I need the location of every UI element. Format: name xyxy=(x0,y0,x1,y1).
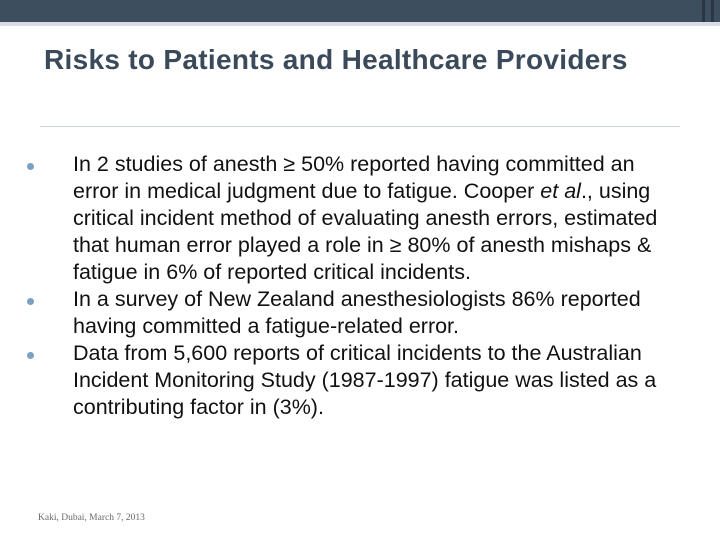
bullet-item xyxy=(22,286,682,340)
top-header-bar xyxy=(0,0,720,22)
bullet-list xyxy=(22,151,682,421)
bullet-dot-icon xyxy=(27,298,34,305)
bullet-text: In a survey of New Zealand anesthesiologists 86% reported having committed a fatigue-related error. xyxy=(73,287,641,338)
header-underline xyxy=(0,22,720,26)
bullet-text: In 2 studies of anesth ≥ 50% reported having committed an error in medical judgment due to fatigue. Cooper et al., using critical incident method of evaluating anesth errors, estimated that human error played a role in ≥ 80% of anesth mishaps & fatigue in 6% of reported critical incidents. xyxy=(73,152,658,284)
bullet-dot-icon xyxy=(27,352,34,359)
bullet-item xyxy=(22,151,682,286)
header-accent-stripes xyxy=(676,0,720,22)
bullet-text: Data from 5,600 reports of critical incidents to the Australian Incident Monitoring Study (1987-1997) fatigue was listed as a contributing factor in (3%). xyxy=(73,341,657,419)
bullet-dot-icon xyxy=(27,163,34,170)
slide-footer: Kaki, Dubai, March 7, 2013 xyxy=(38,513,145,523)
bullet-item xyxy=(22,340,682,421)
slide-title: Risks to Patients and Healthcare Providers xyxy=(44,44,628,75)
title-divider xyxy=(40,126,680,127)
